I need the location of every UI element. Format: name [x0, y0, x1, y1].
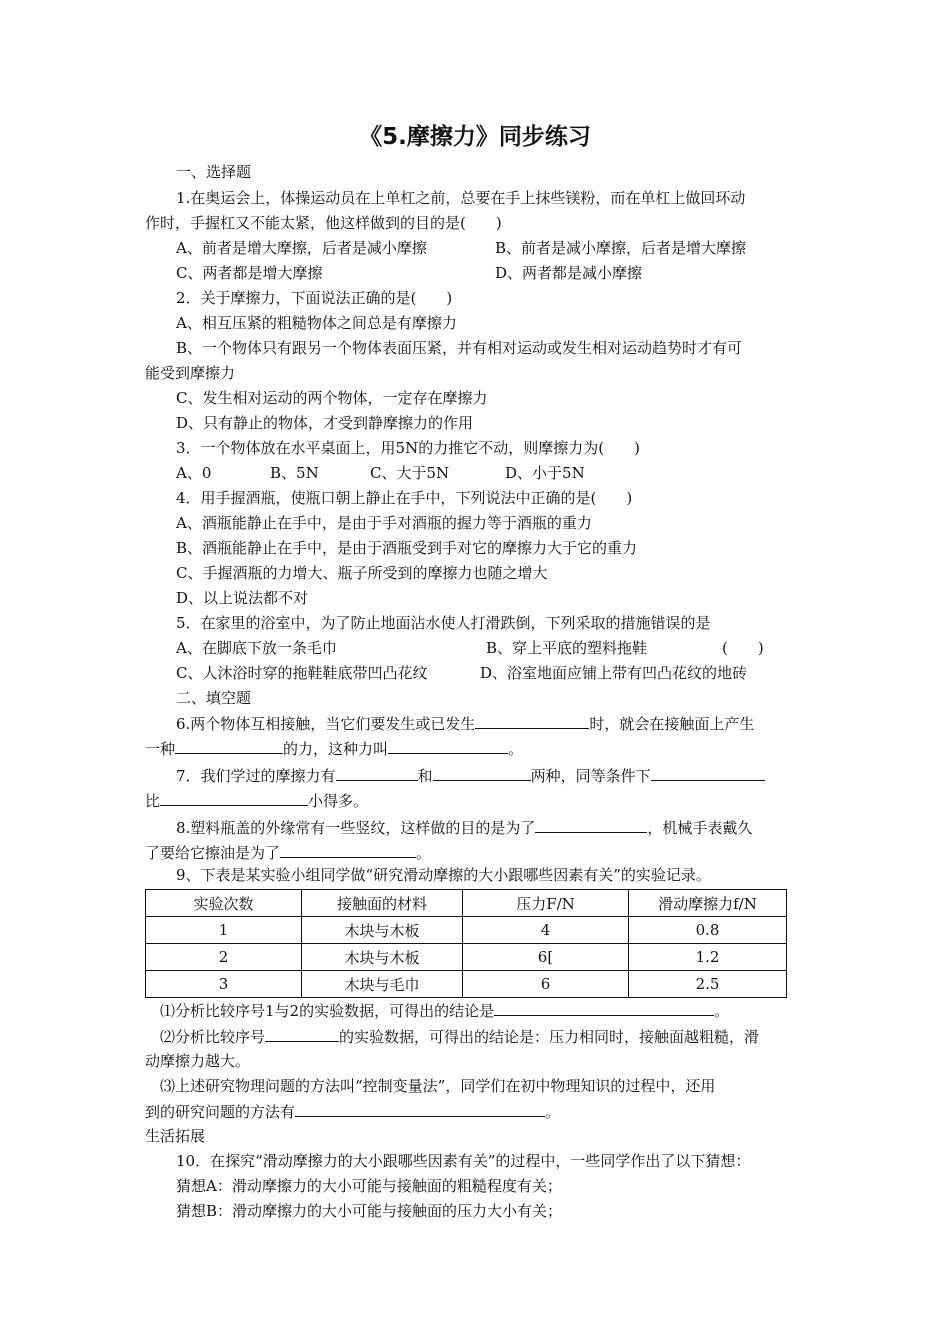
experiment-table: [145, 889, 787, 998]
q2-option-d: D、只有静止的物体，才受到静摩擦力的作用: [176, 414, 474, 432]
q9-sub3-line2: [145, 1101, 560, 1122]
q1-option-c: C、两者都是增大摩擦: [176, 264, 323, 282]
q3-option-c: C、大于5N: [370, 464, 450, 482]
table-cell: 木块与木板: [302, 944, 463, 971]
q7-text-1: 7．我们学过的摩擦力有: [176, 767, 336, 785]
q6-text-2: 时，就会在接触面上产生: [589, 715, 755, 733]
q9-stem: 9、下表是某实验小组同学做“研究滑动摩擦的大小跟哪些因素有关”的实验记录。: [176, 866, 711, 884]
table-header-cell: 滑动摩擦力f/N: [629, 890, 787, 917]
q9-sub2-blank[interactable]: [265, 1026, 339, 1042]
table-cell: 1.2: [629, 944, 787, 971]
table-cell: 木块与木板: [302, 917, 463, 944]
q8-blank-2[interactable]: [280, 842, 416, 858]
table-row: [146, 971, 787, 998]
q1-option-d: D、两者都是减小摩擦: [495, 264, 643, 282]
q8-text-2: ，机械手表戴久: [647, 819, 753, 837]
section-heading-choice: 一、选择题: [176, 163, 252, 181]
q9-sub3-line1: ⑶上述研究物理问题的方法叫“控制变量法”，同学们在初中物理知识的过程中，还用: [160, 1077, 716, 1095]
q5-option-a: A、在脚底下放一条毛巾: [176, 639, 337, 657]
page-title: 《5.摩擦力》同步练习: [359, 124, 591, 150]
q1-option-b: B、前者是减小摩擦，后者是增大摩擦: [495, 239, 747, 257]
table-cell: 木块与毛巾: [302, 971, 463, 998]
q9-sub2-text-2: 的实验数据，可得出的结论是：压力相同时，接触面越粗糙，滑: [339, 1028, 760, 1046]
q10-guess-a: 猜想A：滑动摩擦力的大小可能与接触面的粗糙程度有关；: [176, 1177, 562, 1195]
q3-option-b: B、5N: [270, 464, 319, 482]
q9-sub1-blank[interactable]: [494, 1000, 714, 1016]
q8-line2: [145, 842, 431, 863]
q5-option-c: C、人沐浴时穿的拖鞋鞋底带凹凸花纹: [176, 664, 428, 682]
q6-text-4: 的力，这种力叫: [283, 740, 389, 758]
q3-option-d: D、小于5N: [505, 464, 585, 482]
q8-blank-1[interactable]: [535, 817, 647, 833]
q1-option-a: A、前者是增大摩擦，后者是减小摩擦: [176, 239, 427, 257]
table-cell: 6[: [463, 944, 629, 971]
q6-text-1: 6.两个物体互相接触，当它们要发生或已发生: [176, 715, 476, 733]
q7-line1: [176, 765, 765, 786]
q9-sub1-text: ⑴分析比较序号1与2的实验数据，可得出的结论是: [160, 1002, 495, 1020]
q6-blank-1[interactable]: [475, 713, 589, 729]
q2-option-a: A、相互压紧的粗糙物体之间总是有摩擦力: [176, 314, 457, 332]
q4-option-b: B、酒瓶能静止在手中，是由于酒瓶受到手对它的摩擦力大于它的重力: [176, 539, 638, 557]
q7-blank-2[interactable]: [433, 765, 531, 781]
table-header-cell: 压力F/N: [463, 890, 629, 917]
q9-sub2-line2: 动摩擦力越大。: [145, 1052, 251, 1070]
q9-sub3-end: 。: [545, 1103, 561, 1121]
q1-stem-line2: 作时，手握杠又不能太紧，他这样做到的目的是( ): [145, 214, 502, 232]
q5-stem: 5．在家里的浴室中，为了防止地面沾水使人打滑跌倒，下列采取的措施错误的是: [176, 614, 711, 632]
q6-text-5: 。: [508, 740, 524, 758]
table-cell: 2.5: [629, 971, 787, 998]
q7-line2: [145, 790, 368, 811]
q5-option-d: D、浴室地面应铺上带有凹凸花纹的地砖: [480, 664, 748, 682]
table-header-cell: 实验次数: [146, 890, 302, 917]
q8-text-3: 了要给它擦油是为了: [145, 844, 281, 862]
table-header-row: [146, 890, 787, 917]
q7-blank-1[interactable]: [336, 765, 418, 781]
section-heading-fill: 二、填空题: [176, 689, 252, 707]
table-row: [146, 944, 787, 971]
q4-option-a: A、酒瓶能静止在手中，是由于手对酒瓶的握力等于酒瓶的重力: [176, 514, 592, 532]
table-cell: 1: [146, 917, 302, 944]
q9-sub3-text: 到的研究问题的方法有: [145, 1103, 296, 1121]
q4-stem: 4．用手握酒瓶，使瓶口朝上静止在手中，下列说法中正确的是( ): [176, 489, 633, 507]
table-cell: 3: [146, 971, 302, 998]
q9-sub3-blank[interactable]: [295, 1101, 545, 1117]
q6-line1: [176, 713, 754, 734]
q8-line1: [176, 817, 752, 838]
table-row: [146, 917, 787, 944]
q2-option-b-line2: 能受到摩擦力: [145, 364, 236, 382]
q7-blank-3[interactable]: [651, 765, 765, 781]
q2-option-b-line1: B、一个物体只有跟另一个物体表面压紧，并有相对运动或发生相对运动趋势时才有可: [176, 339, 743, 357]
q6-blank-2[interactable]: [175, 738, 283, 754]
table-cell: 4: [463, 917, 629, 944]
table-cell: 6: [463, 971, 629, 998]
q7-text-3: 两种，同等条件下: [530, 767, 651, 785]
table-header-cell: 接触面的材料: [302, 890, 463, 917]
q1-stem-line1: 1.在奥运会上，体操运动员在上单杠之前，总要在手上抹些镁粉，而在单杠上做回环动: [176, 189, 746, 207]
q5-option-b: B、穿上平底的塑料拖鞋: [486, 639, 648, 657]
section-heading-extension: 生活拓展: [145, 1127, 206, 1145]
q8-text-4: 。: [416, 844, 432, 862]
q2-stem: 2．关于摩擦力，下面说法正确的是( ): [176, 289, 453, 307]
q9-sub1: [160, 1000, 729, 1021]
q8-text-1: 8.塑料瓶盖的外缘常有一些竖纹，这样做的目的是为了: [176, 819, 536, 837]
q4-option-c: C、手握酒瓶的力增大、瓶子所受到的摩擦力也随之增大: [176, 564, 548, 582]
q2-option-c: C、发生相对运动的两个物体，一定存在摩擦力: [176, 389, 488, 407]
q6-blank-3[interactable]: [388, 738, 508, 754]
table-cell: 0.8: [629, 917, 787, 944]
q10-stem: 10．在探究“滑动摩擦力的大小跟哪些因素有关”的过程中，一些同学作出了以下猜想：: [176, 1152, 751, 1170]
q9-sub1-end: 。: [714, 1002, 730, 1020]
q4-option-d: D、以上说法都不对: [176, 589, 309, 607]
q7-text-4: 比: [145, 792, 161, 810]
q10-guess-b: 猜想B：滑动摩擦力的大小可能与接触面的压力大小有关；: [176, 1202, 563, 1220]
table-cell: 2: [146, 944, 302, 971]
q6-line2: [145, 738, 523, 759]
q5-answer-paren: ( ): [722, 639, 764, 657]
q7-text-2: 和: [417, 767, 433, 785]
q6-text-3: 一种: [145, 740, 176, 758]
q3-option-a: A、0: [176, 464, 212, 482]
q3-stem: 3．一个物体放在水平桌面上，用5N的力推它不动，则摩擦力为( ): [176, 439, 640, 457]
q9-sub2-text-1: ⑵分析比较序号: [160, 1028, 266, 1046]
q7-text-5: 小得多。: [308, 792, 369, 810]
q9-sub2-line1: [160, 1026, 759, 1047]
q7-blank-4[interactable]: [160, 790, 308, 806]
